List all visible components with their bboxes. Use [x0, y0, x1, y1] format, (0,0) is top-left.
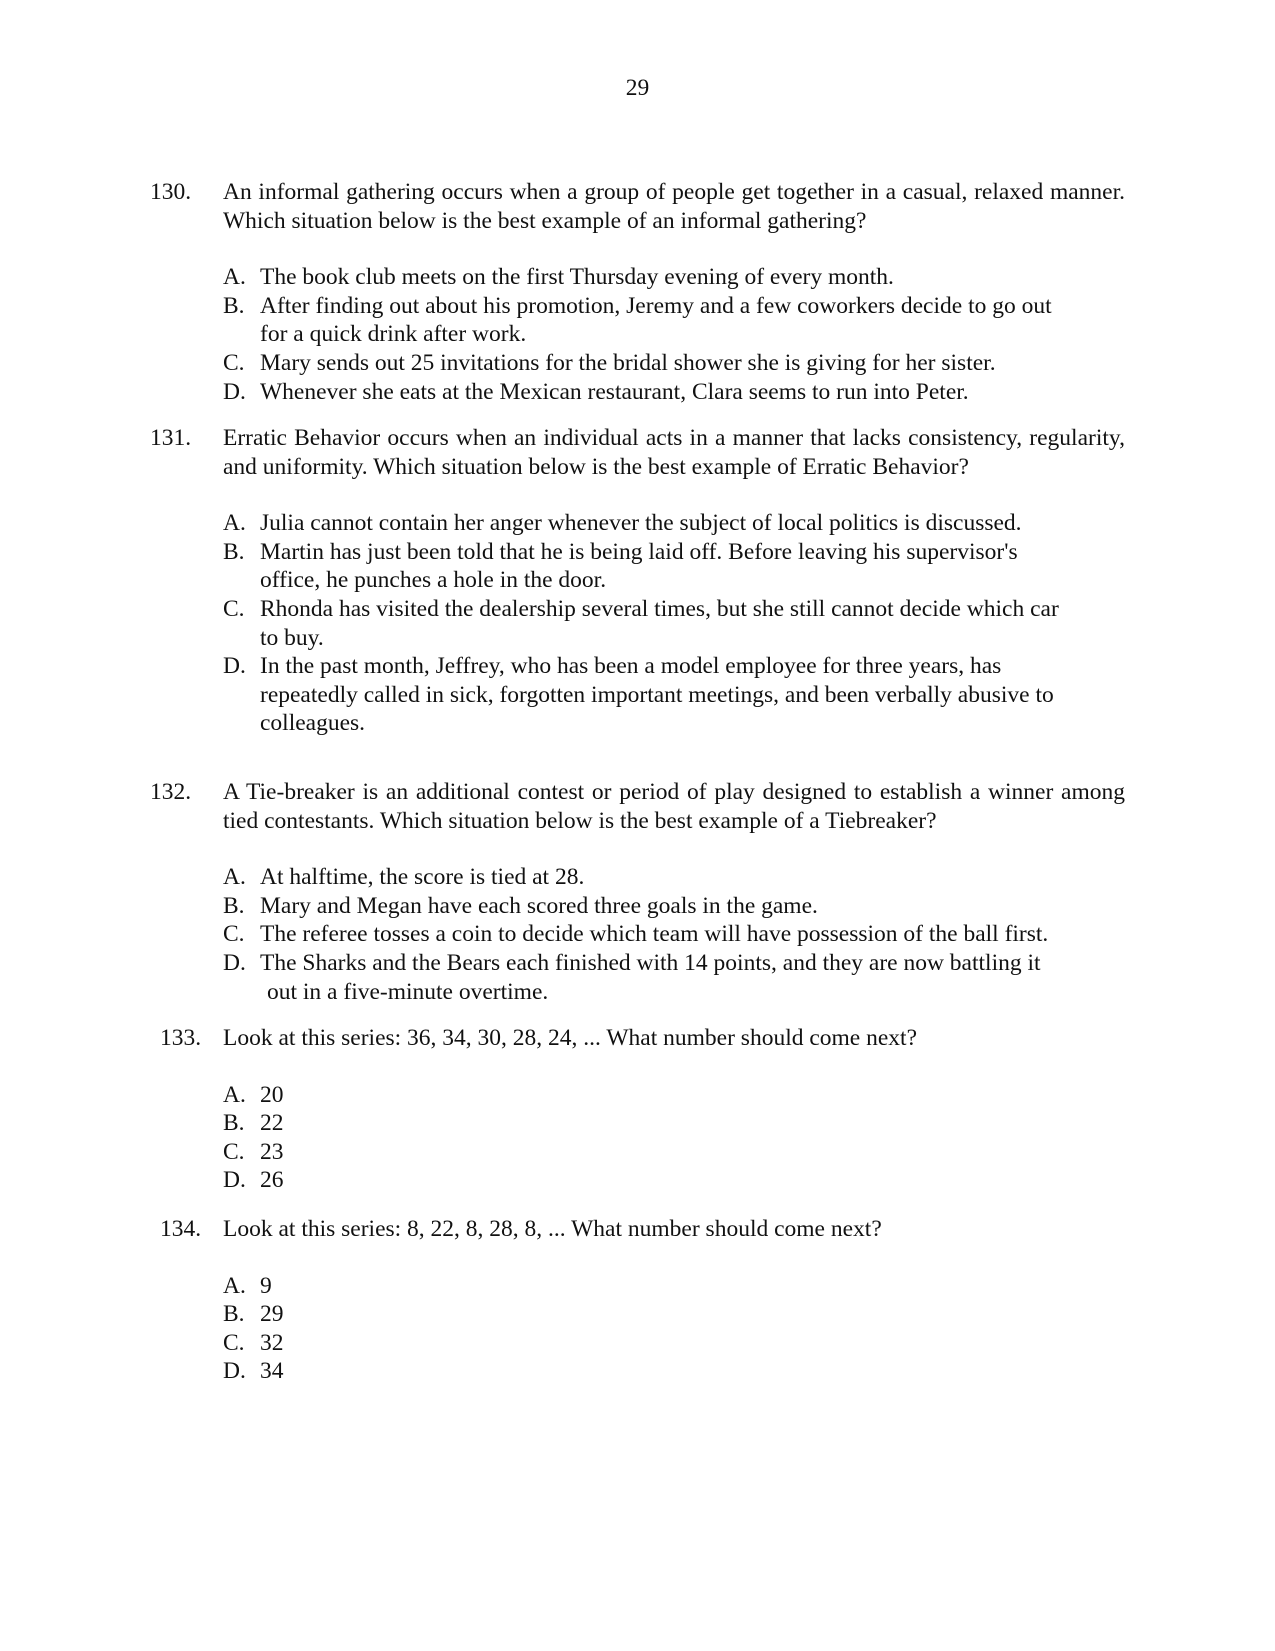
answer-options — [223, 863, 1103, 1006]
option-text: Mary and Megan have each scored three goals in the game. — [260, 892, 818, 919]
option-letter: B. — [223, 1301, 245, 1328]
option-letter: B. — [223, 1110, 245, 1137]
option-letter: C. — [223, 1138, 245, 1165]
option-a[interactable] — [223, 1272, 1103, 1301]
option-a[interactable] — [223, 863, 1103, 892]
option-text: Mary sends out 25 invitations for the bridal shower she is giving for her sister. — [260, 349, 996, 376]
option-text: Martin has just been told that he is being laid off. Before leaving his supervisor's — [260, 538, 1018, 565]
option-a[interactable] — [223, 1081, 1103, 1110]
question-134 — [150, 1215, 1125, 1386]
option-text: After finding out about his promotion, Jeremy and a few coworkers decide to go out — [260, 292, 1052, 319]
option-text-continued: office, he punches a hole in the door. — [260, 567, 607, 594]
option-letter: A. — [223, 864, 246, 891]
option-c[interactable] — [223, 920, 1103, 949]
question-number: 134. — [160, 1216, 202, 1242]
question-stem: An informal gathering occurs when a group of people get together in a casual, relaxed manner. Which situation below is the best example of an informal gathering? — [223, 179, 1125, 234]
option-text: 22 — [260, 1110, 284, 1137]
question-stem: Erratic Behavior occurs when an individual acts in a manner that lacks consistency, regularity, and uniformity. Which situation below is the best example of Erratic Behavior? — [223, 425, 1125, 480]
option-text: 29 — [260, 1301, 284, 1328]
option-letter: A. — [223, 264, 246, 291]
option-a[interactable] — [223, 509, 1103, 538]
option-d[interactable] — [223, 378, 1103, 407]
option-text: The Sharks and the Bears each finished with 14 points, and they are now battling it — [260, 949, 1041, 976]
answer-options — [223, 509, 1103, 738]
option-text-continued: for a quick drink after work. — [260, 321, 527, 348]
question-stem: A Tie-breaker is an additional contest or period of play designed to establish a winner among tied contestants. Which situation below is the best example of a Tiebreaker? — [223, 779, 1125, 834]
option-b[interactable] — [223, 292, 1103, 349]
option-d[interactable] — [223, 949, 1103, 1006]
question-133 — [150, 1024, 1125, 1195]
option-text-continued: repeatedly called in sick, forgotten important meetings, and been verbally abusive to colleagues. — [260, 681, 1054, 737]
question-131 — [150, 424, 1125, 738]
option-text: The book club meets on the first Thursday evening of every month. — [260, 264, 894, 291]
option-text: The referee tosses a coin to decide which team will have possession of the ball first. — [260, 921, 1049, 948]
option-text: Whenever she eats at the Mexican restaurant, Clara seems to run into Peter. — [260, 378, 969, 405]
option-b[interactable] — [223, 1300, 1103, 1329]
question-130 — [150, 178, 1125, 406]
option-c[interactable] — [223, 595, 1103, 652]
option-letter: D. — [223, 1358, 246, 1385]
page-number: 29 — [625, 75, 650, 101]
option-letter: A. — [223, 1272, 246, 1299]
option-letter: A. — [223, 1081, 246, 1108]
option-text: Rhonda has visited the dealership several times, but she still cannot decide which car — [260, 595, 1059, 622]
option-letter: C. — [223, 921, 245, 948]
option-letter: D. — [223, 1167, 246, 1194]
option-text: 34 — [260, 1358, 284, 1385]
option-b[interactable] — [223, 538, 1103, 595]
option-letter: C. — [223, 349, 245, 376]
option-b[interactable] — [223, 892, 1103, 921]
option-letter: B. — [223, 292, 245, 319]
option-letter: C. — [223, 1329, 245, 1356]
answer-options — [223, 1081, 1103, 1195]
option-a[interactable] — [223, 263, 1103, 292]
question-number: 133. — [160, 1025, 202, 1051]
option-letter: B. — [223, 538, 245, 565]
question-stem: Look at this series: 8, 22, 8, 28, 8, ... What number should come next? — [223, 1216, 882, 1242]
option-text-continued: to buy. — [260, 624, 324, 651]
option-letter: A. — [223, 510, 246, 537]
option-letter: C. — [223, 595, 245, 622]
option-text: In the past month, Jeffrey, who has been a model employee for three years, has — [260, 653, 1002, 680]
question-number: 132. — [150, 779, 192, 805]
question-stem: Look at this series: 36, 34, 30, 28, 24, ... What number should come next? — [223, 1025, 918, 1051]
option-text-continued: out in a five-minute overtime. — [267, 978, 549, 1005]
option-text: 26 — [260, 1167, 284, 1194]
option-letter: B. — [223, 892, 245, 919]
option-letter: D. — [223, 949, 246, 976]
question-number: 131. — [150, 425, 192, 451]
option-d[interactable] — [223, 652, 1103, 738]
answer-options — [223, 263, 1103, 406]
option-text: 23 — [260, 1138, 284, 1165]
option-d[interactable] — [223, 1166, 1103, 1195]
option-c[interactable] — [223, 1138, 1103, 1167]
option-letter: D. — [223, 378, 246, 405]
option-b[interactable] — [223, 1109, 1103, 1138]
question-132 — [150, 778, 1125, 1006]
option-text: 32 — [260, 1329, 284, 1356]
answer-options — [223, 1272, 1103, 1386]
question-number: 130. — [150, 179, 192, 205]
option-letter: D. — [223, 653, 246, 680]
option-text: 9 — [260, 1272, 272, 1299]
option-text: At halftime, the score is tied at 28. — [260, 864, 585, 891]
option-text: 20 — [260, 1081, 284, 1108]
option-text: Julia cannot contain her anger whenever the subject of local politics is discussed. — [260, 510, 1022, 537]
option-d[interactable] — [223, 1357, 1103, 1386]
option-c[interactable] — [223, 349, 1103, 378]
option-c[interactable] — [223, 1329, 1103, 1358]
